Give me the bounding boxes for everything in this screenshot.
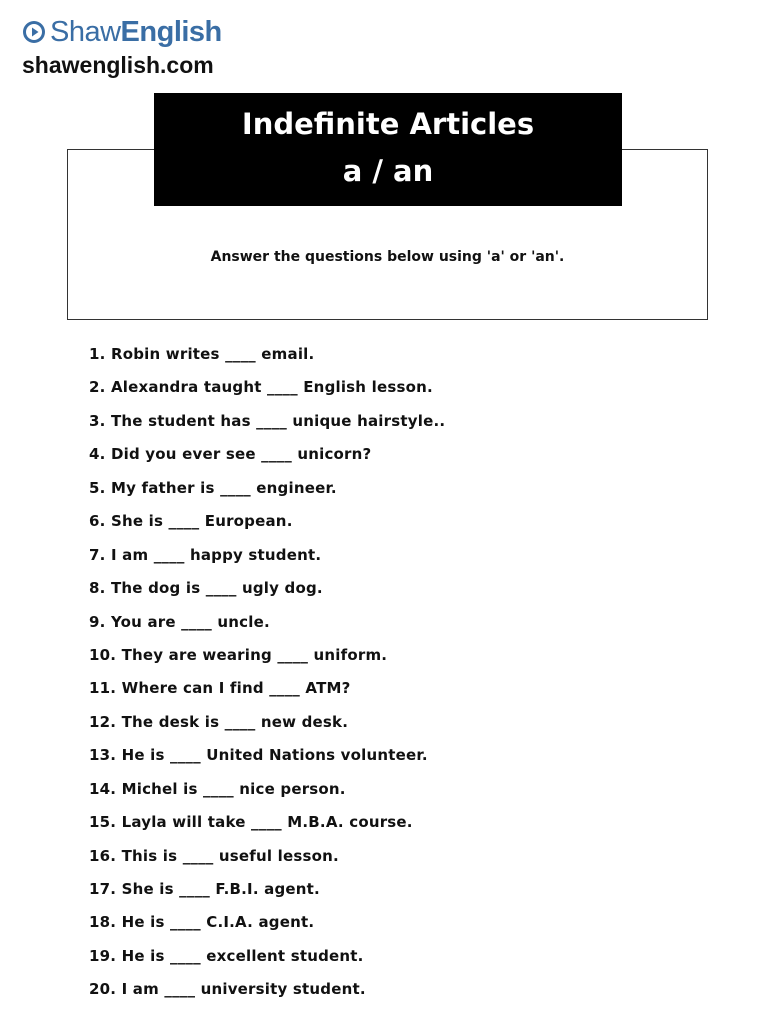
question-list: [89, 340, 445, 1009]
instructions-text: Answer the questions below using 'a' or 'an'.: [210, 249, 565, 265]
page-title: Indefinite Articles: [241, 107, 535, 141]
question-item: 8. The dog is ____ ugly dog.: [89, 579, 323, 598]
question-item: 11. Where can I find ____ ATM?: [89, 679, 351, 698]
brand-name-bold: English: [120, 16, 222, 48]
question-item: 6. She is ____ European.: [89, 512, 293, 531]
question-item: 17. She is ____ F.B.I. agent.: [89, 880, 320, 898]
brand-name-light: Shaw: [50, 16, 121, 48]
question-item: 14. Michel is ____ nice person.: [89, 779, 346, 798]
brand-name: [50, 14, 222, 50]
question-item: 18. He is ____ C.I.A. agent.: [89, 913, 315, 932]
brand-logo: [22, 14, 222, 50]
play-circle-icon: [22, 20, 46, 44]
question-item: 4. Did you ever see ____ unicorn?: [89, 445, 372, 464]
question-item: 9. You are ____ uncle.: [89, 612, 270, 631]
question-item: 16. This is ____ useful lesson.: [89, 846, 339, 865]
question-item: 13. He is ____ United Nations volunteer.: [89, 746, 428, 765]
page-subtitle: a / an: [342, 154, 434, 188]
question-item: 15. Layla will take ____ M.B.A. course.: [89, 813, 413, 832]
question-item: 5. My father is ____ engineer.: [89, 478, 337, 497]
site-url: shawenglish.com: [22, 52, 214, 78]
title-banner: [154, 93, 622, 206]
question-item: 19. He is ____ excellent student.: [89, 946, 364, 965]
question-item: 1. Robin writes ____ email.: [89, 345, 315, 363]
question-item: 7. I am ____ happy student.: [89, 545, 322, 564]
question-item: 20. I am ____ university student.: [89, 980, 366, 999]
question-item: 12. The desk is ____ new desk.: [89, 712, 349, 731]
question-item: 2. Alexandra taught ____ English lesson.: [89, 378, 433, 397]
question-item: 3. The student has ____ unique hairstyle..: [89, 411, 446, 430]
question-item: 10. They are wearing ____ uniform.: [89, 645, 388, 664]
